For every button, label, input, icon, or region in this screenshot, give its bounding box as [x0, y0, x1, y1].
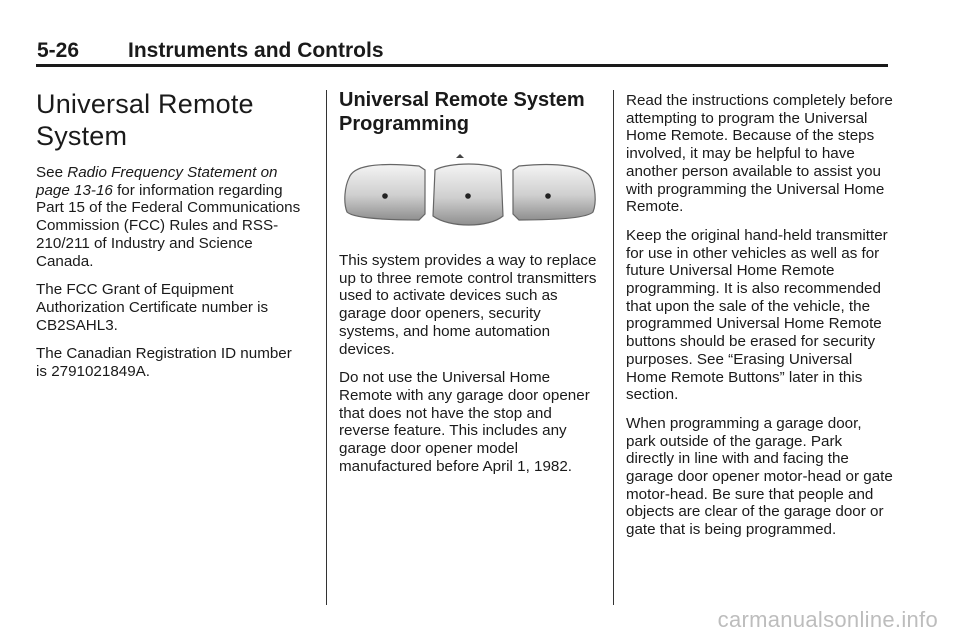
column-1 — [36, 88, 306, 392]
paragraph-radio-frequency — [36, 164, 306, 270]
paragraph-keep-transmitter: Keep the original hand-held transmitter for use in other vehicles as well as for future Universal Home Remote programming. It is also recommended that upon the sale of the vehicle, the programmed Universal Home Remote buttons should be erased for security purposes. See “Erasing Universal Home Remote Buttons” later in this section. — [626, 226, 888, 404]
column-divider-1 — [326, 90, 327, 605]
column-divider-2 — [613, 90, 614, 605]
indicator-light-icon — [456, 154, 464, 158]
paragraph-canadian-id: The Canadian Registration ID number is 2791021849A. — [36, 345, 292, 381]
section-title: Instruments and Controls — [128, 39, 384, 62]
remote-button-icon-2[interactable] — [433, 164, 503, 225]
page-header — [36, 38, 888, 67]
page-number: 5-26 — [37, 39, 80, 62]
remote-button-icon-1[interactable] — [345, 165, 425, 221]
paragraph-rest: for information regarding Part 15 of the Federal Communications Commission (FCC) Rules and RSS-210/211 of Industry and Science Canada. — [36, 181, 301, 270]
watermark-text: carmanualsonline.info — [717, 607, 938, 632]
remote-button-icon-3[interactable] — [513, 165, 595, 221]
column-3 — [626, 92, 894, 550]
paragraph-system-provides: This system provides a way to replace up to three remote control transmitters used to activate devices such as garage door openers, security systems, and home automation devices. — [339, 252, 597, 358]
paragraph-fcc-grant: The FCC Grant of Equipment Authorization Certificate number is CB2SAHL3. — [36, 281, 269, 334]
paragraph-programming-garage: When programming a garage door, park outside of the garage. Park directly in line with and facing the garage door opener motor-head or gate motor-head. Be sure that people and objects are clear of the garage door or gate that is being programmed. — [626, 414, 893, 539]
paragraph-read-instructions: Read the instructions completely before attempting to program the Universal Home Remote. Because of the steps involved, it may be helpful to have another person available to assist you with programming the Universal Home Remote. — [626, 92, 893, 216]
column-2 — [339, 88, 601, 486]
paragraph-stop-reverse-warning: Do not use the Universal Home Remote with any garage door opener that does not have the stop and reverse feature. This includes any garage door opener model manufactured before April 1, 1982. — [339, 369, 590, 475]
remote-buttons-figure — [339, 154, 601, 232]
heading-universal-remote-system: Universal Remote System — [36, 89, 254, 151]
heading-programming: Universal Remote System Programming — [339, 89, 585, 135]
see-text: See — [36, 164, 68, 181]
cross-reference-link[interactable]: Radio Frequency Statement on page 13-16 — [36, 164, 278, 199]
